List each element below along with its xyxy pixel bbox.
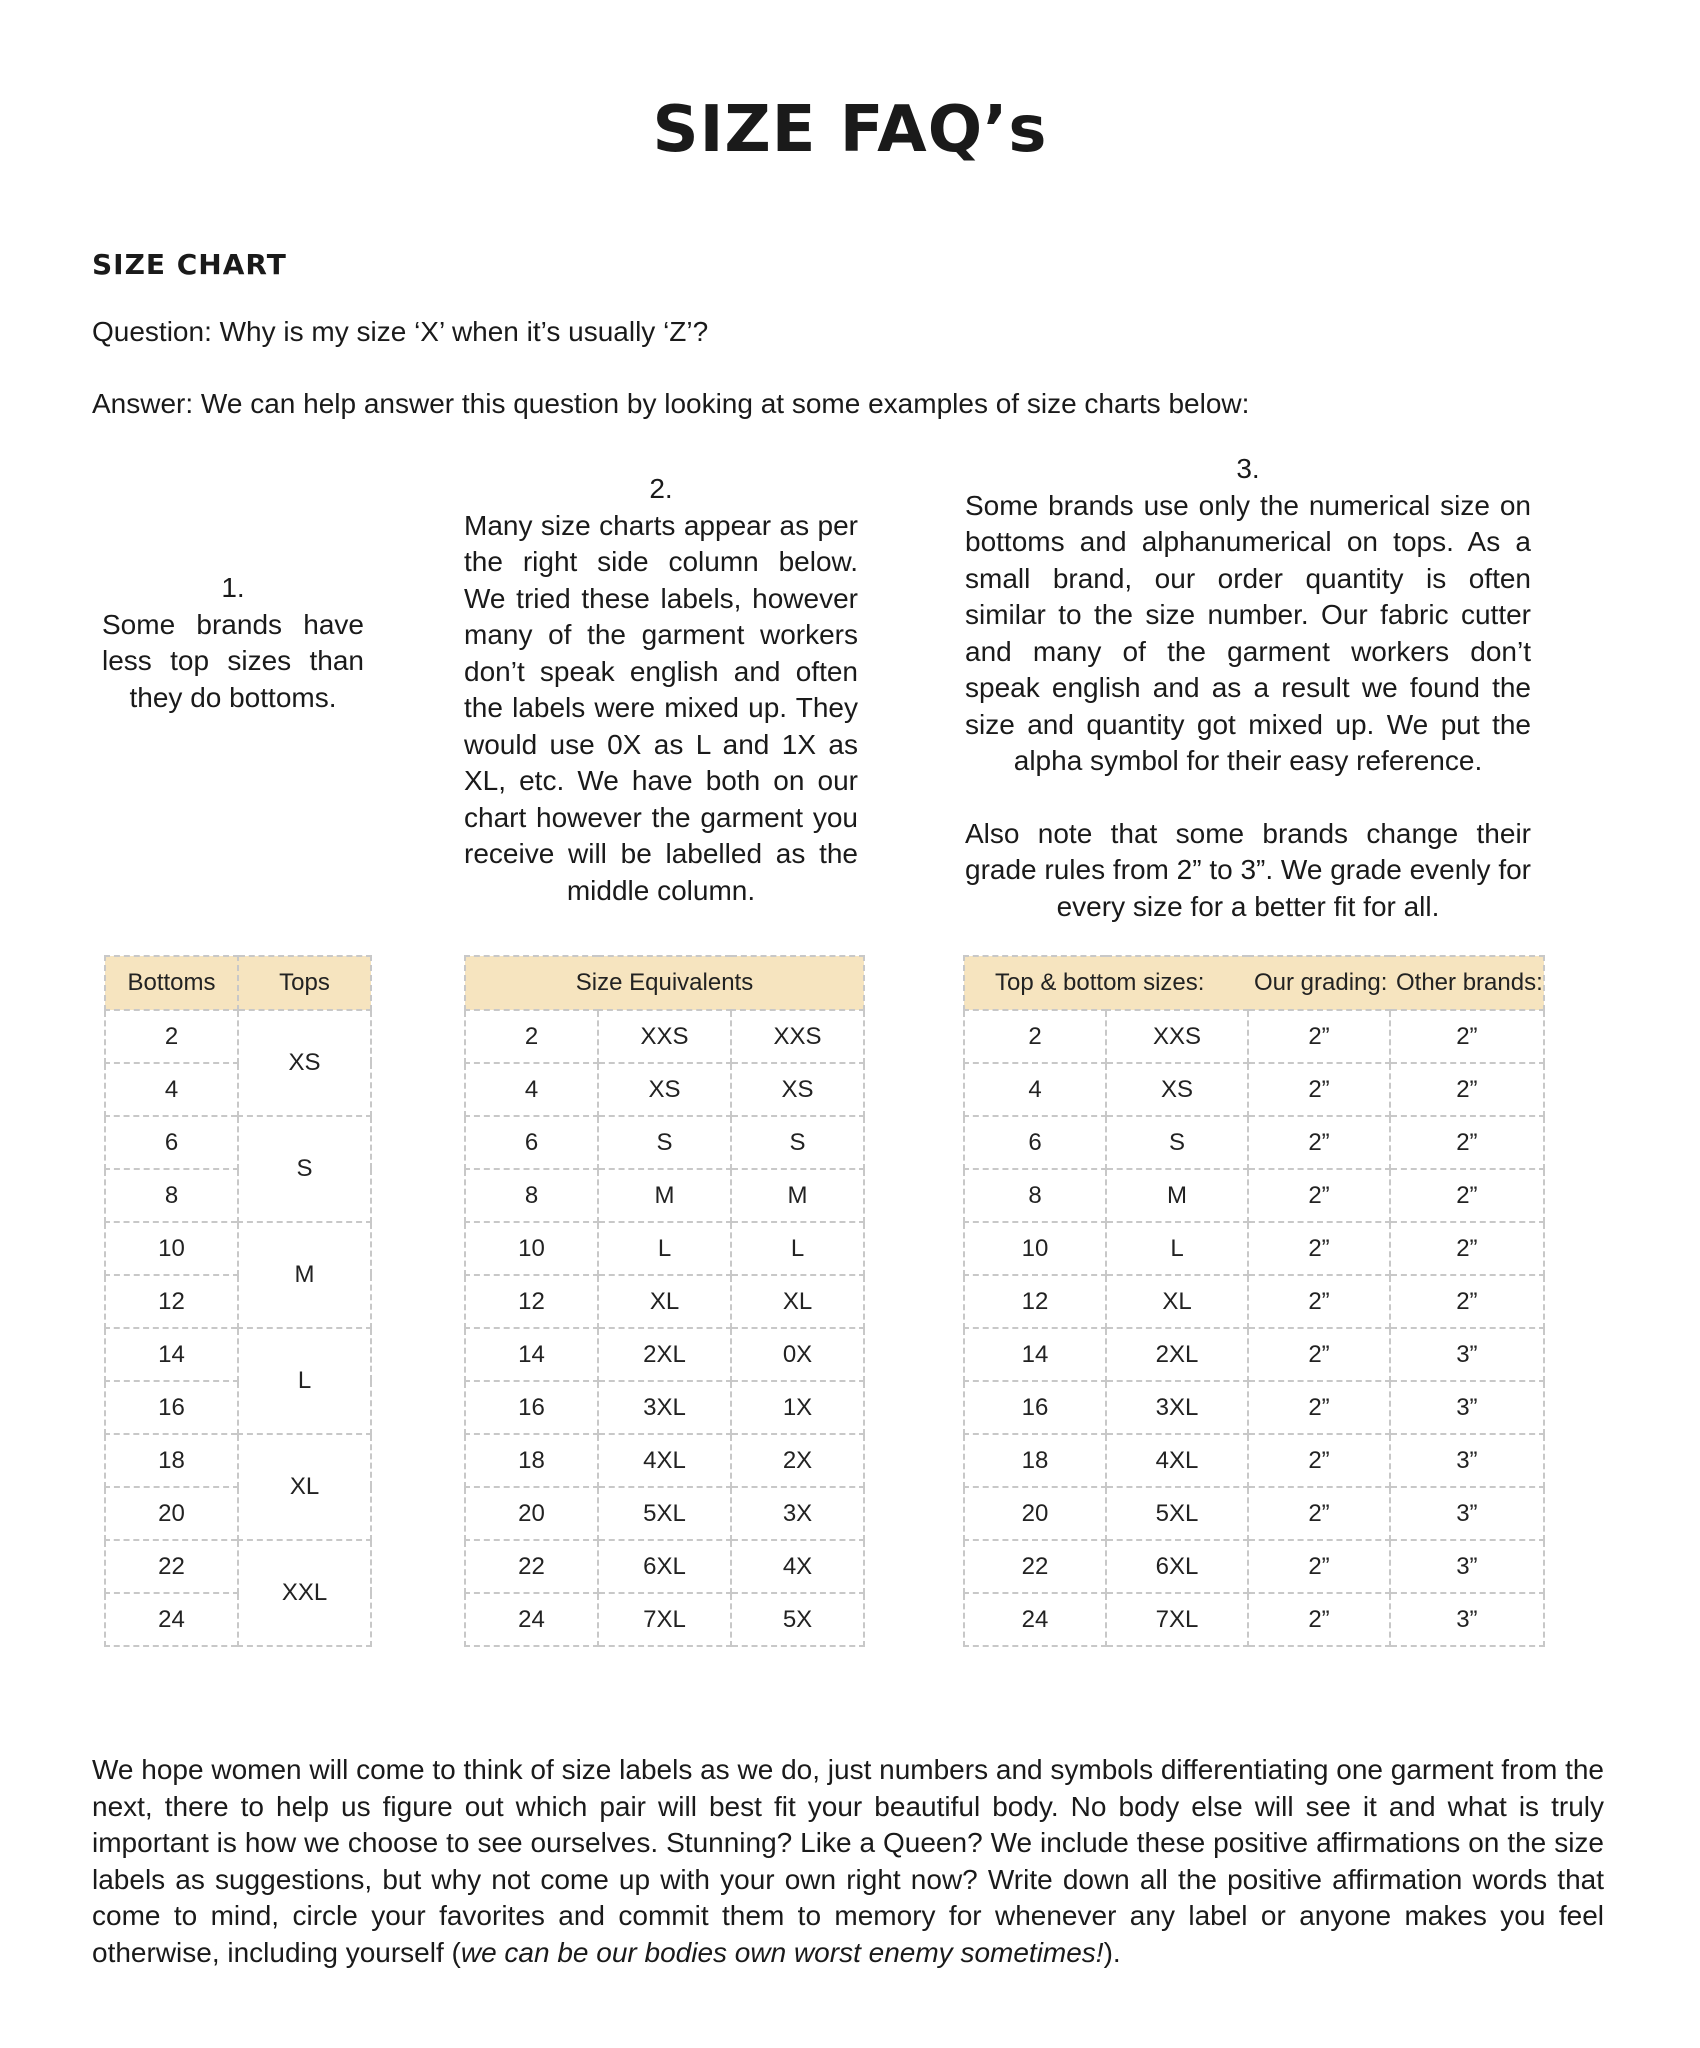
- table-row: [465, 1434, 864, 1487]
- our-grading-cell: 2”: [1248, 1593, 1390, 1646]
- table-row: [105, 1116, 371, 1169]
- our-grading-cell: 2”: [1248, 1540, 1390, 1593]
- closing-end: ).: [1103, 1936, 1121, 1968]
- numeric-size-cell: 4: [964, 1063, 1106, 1116]
- table-row: [465, 1540, 864, 1593]
- alpha-size-cell: L: [1106, 1222, 1248, 1275]
- bottoms-size-cell: 14: [105, 1328, 238, 1381]
- table-row: [964, 1540, 1544, 1593]
- alpha-size-cell: S: [598, 1116, 731, 1169]
- bottoms-size-cell: 8: [105, 1169, 238, 1222]
- our-grading-cell: 2”: [1248, 1063, 1390, 1116]
- alpha-size-cell: L: [598, 1222, 731, 1275]
- explanation-column-1: [102, 570, 364, 716]
- bottoms-size-cell: 16: [105, 1381, 238, 1434]
- table-row: [465, 1222, 864, 1275]
- table-row: [465, 1381, 864, 1434]
- alpha-size-cell: XL: [1106, 1275, 1248, 1328]
- table-row: [964, 1222, 1544, 1275]
- our-grading-cell: 2”: [1248, 1434, 1390, 1487]
- alpha-size-cell: 6XL: [1106, 1540, 1248, 1593]
- header-tops: Tops: [238, 956, 371, 1010]
- alpha-size-cell: XS: [1106, 1063, 1248, 1116]
- numeric-size-cell: 16: [465, 1381, 598, 1434]
- tops-size-cell: S: [238, 1116, 371, 1222]
- alpha-size-cell: M: [1106, 1169, 1248, 1222]
- bottoms-size-cell: 18: [105, 1434, 238, 1487]
- other-brands-cell: 2”: [1390, 1063, 1544, 1116]
- table-row: [465, 1063, 864, 1116]
- numeric-size-cell: 14: [465, 1328, 598, 1381]
- other-brands-cell: 3”: [1390, 1487, 1544, 1540]
- table-header-row: [105, 956, 371, 1010]
- alpha-size-cell: XXS: [1106, 1010, 1248, 1063]
- header-our-grading: Our grading:: [1248, 956, 1390, 1010]
- tops-size-cell: XL: [238, 1434, 371, 1540]
- closing-paragraph: [92, 1752, 1604, 1971]
- table-row: [964, 1328, 1544, 1381]
- closing-text: We hope women will come to think of size labels as we do, just numbers and symbols differentiating one garment from the next, there to help us figure out which pair will best fit your beautiful body. No body else will see it and what is truly important is how we choose to see ourselves. Stunning? Like a Queen? We include these positive affirmations on the size labels as suggestions, but why not come up with your own right now? Write down all the positive affirmation words that come to mind, circle your favorites and commit them to memory for whenever any label or anyone makes you feel otherwise, including yourself (: [92, 1754, 1604, 1968]
- alpha-size-cell: 7XL: [598, 1593, 731, 1646]
- section-heading: SIZE CHART: [92, 248, 287, 281]
- table-row: [964, 1169, 1544, 1222]
- header-other-brands: Other brands:: [1390, 956, 1544, 1010]
- numeric-size-cell: 2: [465, 1010, 598, 1063]
- table-row: [964, 1381, 1544, 1434]
- bottoms-size-cell: 22: [105, 1540, 238, 1593]
- alpha-size-cell: XL: [598, 1275, 731, 1328]
- alt-size-cell: 4X: [731, 1540, 864, 1593]
- other-brands-cell: 2”: [1390, 1169, 1544, 1222]
- bottoms-size-cell: 24: [105, 1593, 238, 1646]
- numeric-size-cell: 20: [465, 1487, 598, 1540]
- column-number: 3.: [1236, 453, 1260, 484]
- header-size-equivalents: Size Equivalents: [465, 956, 864, 1010]
- table-row: [964, 1116, 1544, 1169]
- tops-size-cell: L: [238, 1328, 371, 1434]
- table-row: [964, 1063, 1544, 1116]
- numeric-size-cell: 18: [465, 1434, 598, 1487]
- alt-size-cell: XXS: [731, 1010, 864, 1063]
- tops-size-cell: XS: [238, 1010, 371, 1116]
- numeric-size-cell: 8: [964, 1169, 1106, 1222]
- alpha-size-cell: 4XL: [1106, 1434, 1248, 1487]
- numeric-size-cell: 6: [964, 1116, 1106, 1169]
- bottoms-size-cell: 20: [105, 1487, 238, 1540]
- numeric-size-cell: 12: [964, 1275, 1106, 1328]
- numeric-size-cell: 22: [465, 1540, 598, 1593]
- alt-size-cell: 5X: [731, 1593, 864, 1646]
- table-row: [964, 1434, 1544, 1487]
- other-brands-cell: 3”: [1390, 1328, 1544, 1381]
- numeric-size-cell: 22: [964, 1540, 1106, 1593]
- alt-size-cell: XL: [731, 1275, 864, 1328]
- alt-size-cell: 1X: [731, 1381, 864, 1434]
- numeric-size-cell: 24: [964, 1593, 1106, 1646]
- other-brands-cell: 3”: [1390, 1381, 1544, 1434]
- numeric-size-cell: 24: [465, 1593, 598, 1646]
- table-row: [105, 1222, 371, 1275]
- numeric-size-cell: 12: [465, 1275, 598, 1328]
- numeric-size-cell: 20: [964, 1487, 1106, 1540]
- numeric-size-cell: 10: [964, 1222, 1106, 1275]
- numeric-size-cell: 14: [964, 1328, 1106, 1381]
- bottoms-size-cell: 10: [105, 1222, 238, 1275]
- other-brands-cell: 3”: [1390, 1434, 1544, 1487]
- numeric-size-cell: 4: [465, 1063, 598, 1116]
- alpha-size-cell: XXS: [598, 1010, 731, 1063]
- alpha-size-cell: S: [1106, 1116, 1248, 1169]
- our-grading-cell: 2”: [1248, 1010, 1390, 1063]
- other-brands-cell: 3”: [1390, 1593, 1544, 1646]
- column-text-grading-note: Also note that some brands change their grade rules from 2” to 3”. We grade evenly for every size for a better fit for all.: [965, 817, 1531, 922]
- alt-size-cell: 3X: [731, 1487, 864, 1540]
- other-brands-cell: 2”: [1390, 1010, 1544, 1063]
- table-header-row: [465, 956, 864, 1010]
- column-number: 1.: [221, 572, 245, 603]
- alt-size-cell: 2X: [731, 1434, 864, 1487]
- table-row: [465, 1116, 864, 1169]
- bottoms-size-cell: 4: [105, 1063, 238, 1116]
- bottoms-tops-table: [104, 955, 372, 1647]
- our-grading-cell: 2”: [1248, 1328, 1390, 1381]
- explanation-column-2: [464, 471, 858, 909]
- closing-italic-text: we can be our bodies own worst enemy sometimes!: [460, 1936, 1104, 1968]
- table-row: [964, 1275, 1544, 1328]
- alt-size-cell: S: [731, 1116, 864, 1169]
- alpha-size-cell: XS: [598, 1063, 731, 1116]
- bottoms-size-cell: 2: [105, 1010, 238, 1063]
- our-grading-cell: 2”: [1248, 1487, 1390, 1540]
- our-grading-cell: 2”: [1248, 1275, 1390, 1328]
- alpha-size-cell: 3XL: [598, 1381, 731, 1434]
- numeric-size-cell: 8: [465, 1169, 598, 1222]
- table-row: [465, 1487, 864, 1540]
- numeric-size-cell: 10: [465, 1222, 598, 1275]
- column-text: Some brands have less top sizes than they do bottoms.: [102, 608, 364, 713]
- our-grading-cell: 2”: [1248, 1169, 1390, 1222]
- bottoms-size-cell: 12: [105, 1275, 238, 1328]
- table-row: [105, 1010, 371, 1063]
- alt-size-cell: 0X: [731, 1328, 864, 1381]
- other-brands-cell: 2”: [1390, 1222, 1544, 1275]
- other-brands-cell: 2”: [1390, 1275, 1544, 1328]
- grading-table: [963, 955, 1545, 1647]
- table-row: [964, 1593, 1544, 1646]
- page-title: SIZE FAQ’s: [652, 93, 1048, 167]
- header-sizes: Top & bottom sizes:: [964, 956, 1248, 1010]
- alpha-size-cell: 6XL: [598, 1540, 731, 1593]
- table-row: [465, 1169, 864, 1222]
- alpha-size-cell: 4XL: [598, 1434, 731, 1487]
- numeric-size-cell: 18: [964, 1434, 1106, 1487]
- alpha-size-cell: 7XL: [1106, 1593, 1248, 1646]
- our-grading-cell: 2”: [1248, 1222, 1390, 1275]
- table-row: [465, 1275, 864, 1328]
- alpha-size-cell: 5XL: [598, 1487, 731, 1540]
- size-equivalents-table: [464, 955, 865, 1647]
- alpha-size-cell: 5XL: [1106, 1487, 1248, 1540]
- numeric-size-cell: 16: [964, 1381, 1106, 1434]
- header-bottoms: Bottoms: [105, 956, 238, 1010]
- question-text: Question: Why is my size ‘X’ when it’s usually ‘Z’?: [92, 316, 709, 347]
- answer-text: Answer: We can help answer this question by looking at some examples of size charts below:: [92, 388, 1250, 419]
- other-brands-cell: 3”: [1390, 1540, 1544, 1593]
- numeric-size-cell: 2: [964, 1010, 1106, 1063]
- alpha-size-cell: 2XL: [1106, 1328, 1248, 1381]
- column-text: Some brands use only the numerical size on bottoms and alphanumerical on tops. As a small brand, our order quantity is often similar to the size number. Our fabric cutter and many of the garment workers don’t speak english and as a result we found the size and quantity got mixed up. We put the alpha symbol for their easy reference.: [965, 489, 1531, 776]
- table-row: [964, 1010, 1544, 1063]
- alt-size-cell: L: [731, 1222, 864, 1275]
- our-grading-cell: 2”: [1248, 1381, 1390, 1434]
- explanation-column-3: [965, 451, 1531, 925]
- tops-size-cell: M: [238, 1222, 371, 1328]
- table-row: [465, 1593, 864, 1646]
- column-number: 2.: [649, 473, 673, 504]
- bottoms-size-cell: 6: [105, 1116, 238, 1169]
- table-header-row: [964, 956, 1544, 1010]
- table-row: [105, 1328, 371, 1381]
- column-text: Many size charts appear as per the right side column below. We tried these labels, however many of the garment workers don’t speak english and often the labels were mixed up. They would use 0X as L and 1X as XL, etc. We have both on our chart however the garment you receive will be labelled as the middle column.: [464, 509, 858, 906]
- table-row: [105, 1540, 371, 1593]
- alt-size-cell: XS: [731, 1063, 864, 1116]
- table-row: [964, 1487, 1544, 1540]
- table-row: [105, 1434, 371, 1487]
- alpha-size-cell: M: [598, 1169, 731, 1222]
- alt-size-cell: M: [731, 1169, 864, 1222]
- tops-size-cell: XXL: [238, 1540, 371, 1646]
- alpha-size-cell: 3XL: [1106, 1381, 1248, 1434]
- numeric-size-cell: 6: [465, 1116, 598, 1169]
- table-row: [465, 1010, 864, 1063]
- alpha-size-cell: 2XL: [598, 1328, 731, 1381]
- table-row: [465, 1328, 864, 1381]
- our-grading-cell: 2”: [1248, 1116, 1390, 1169]
- other-brands-cell: 2”: [1390, 1116, 1544, 1169]
